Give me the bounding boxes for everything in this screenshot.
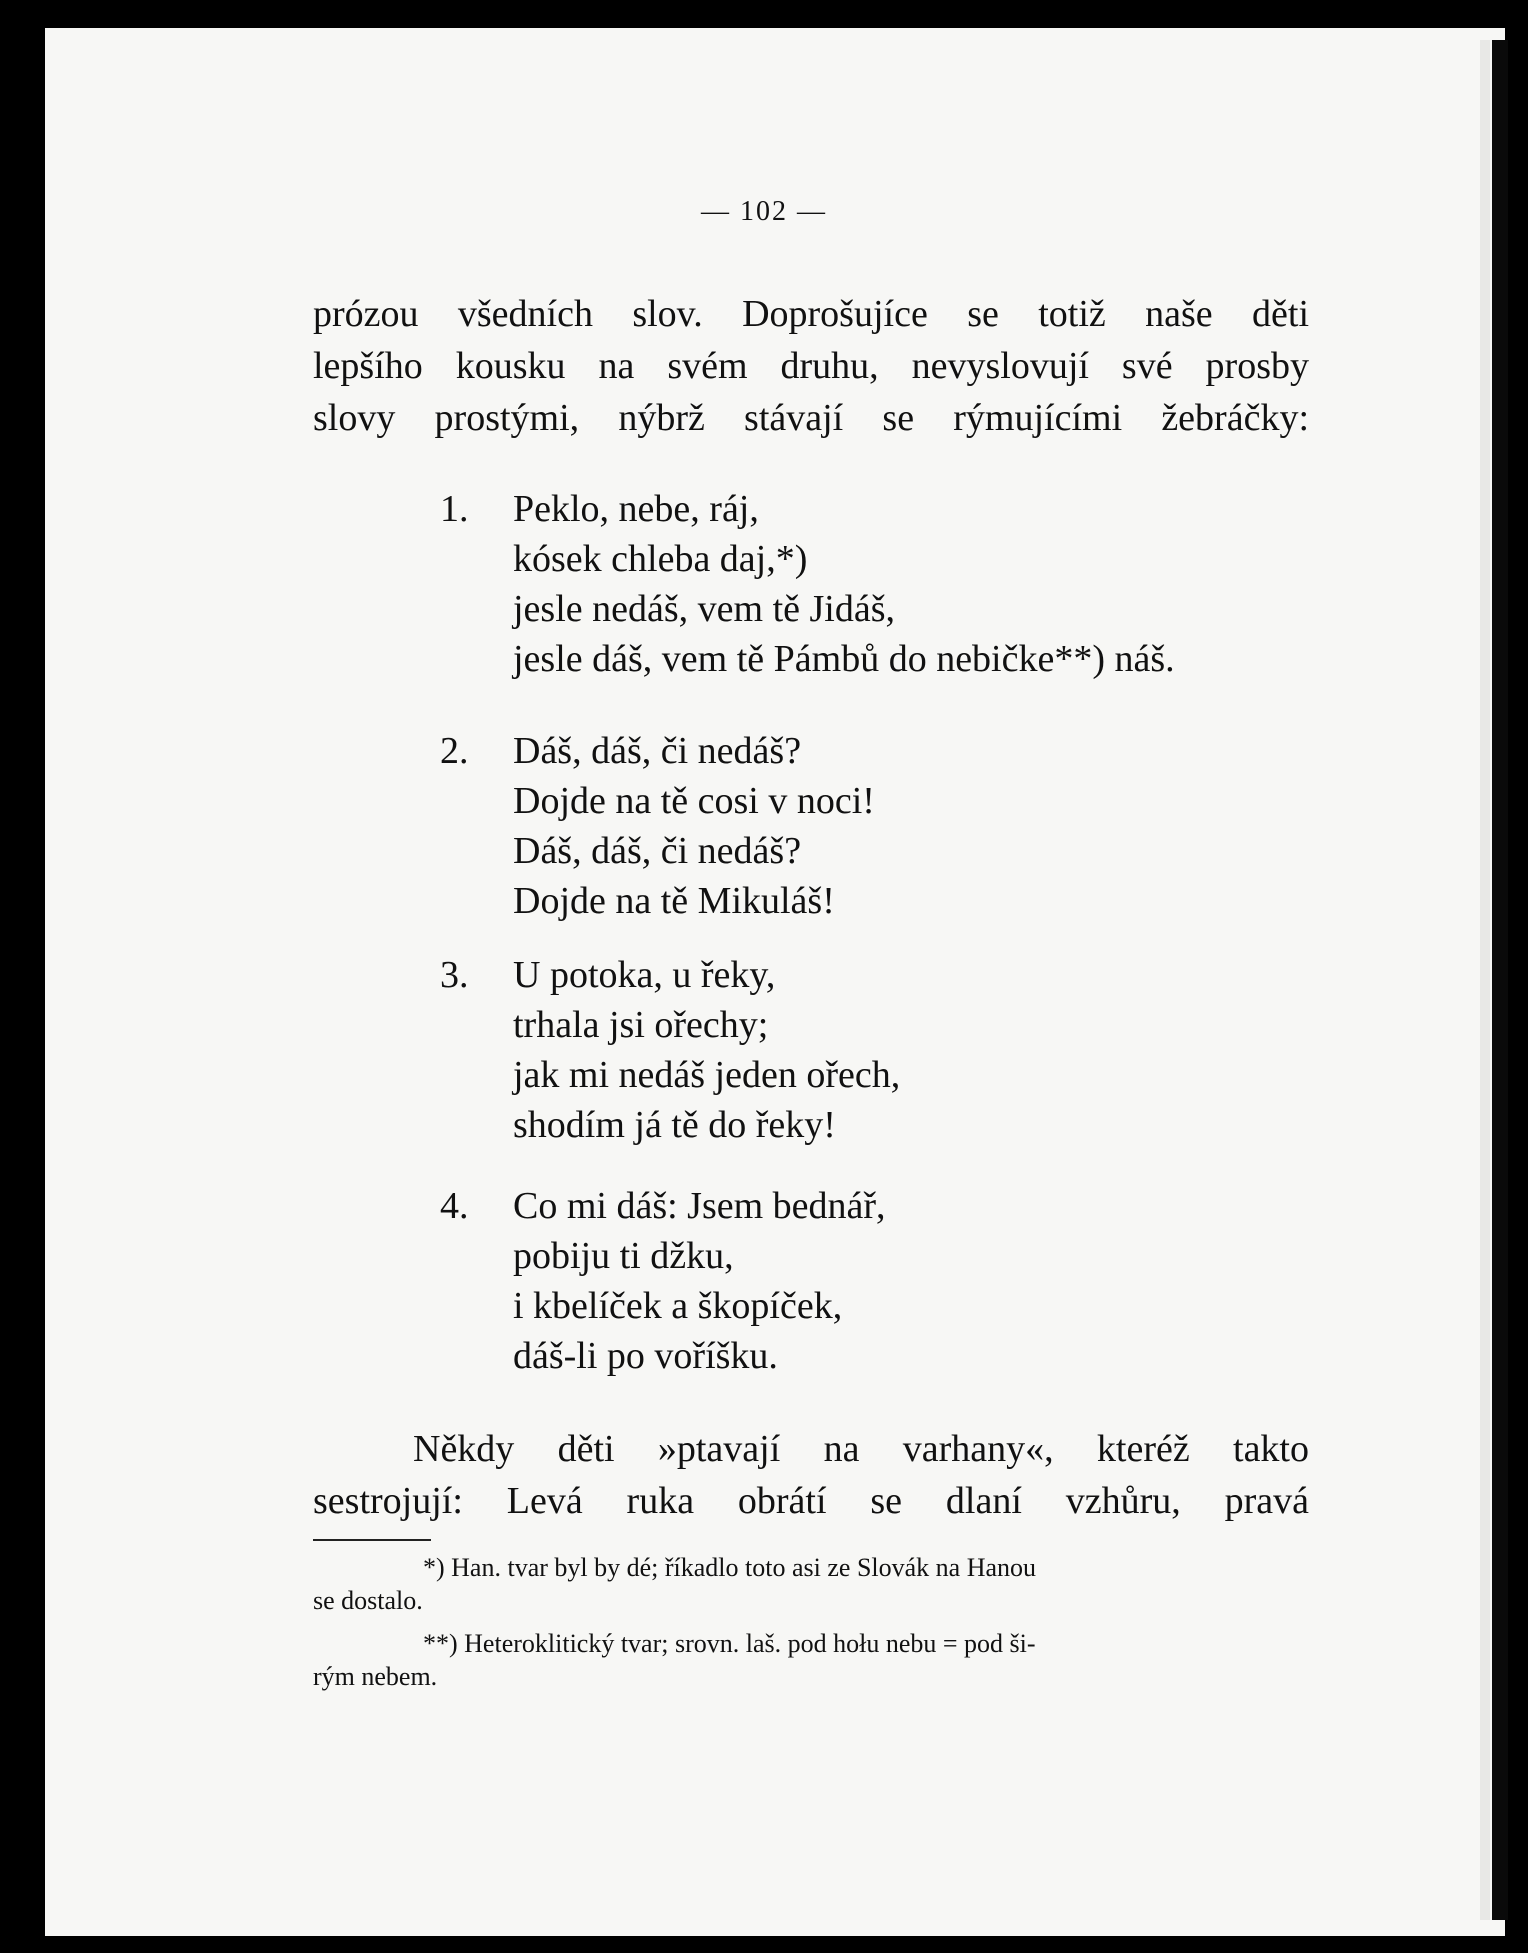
stanza-number: 4.	[440, 1185, 469, 1227]
verse-line: jesle dáš, vem tě Pámbů do nebičke**) náš.	[513, 638, 1175, 680]
verse-line: U potoka, u řeky,	[513, 954, 776, 996]
footnote-line: se dostalo.	[313, 1586, 423, 1615]
stanza-2	[440, 726, 875, 926]
stanza-number: 1.	[440, 488, 469, 530]
verse-line: jak mi nedáš jeden ořech,	[513, 1054, 901, 1096]
verse-line: trhala jsi ořechy;	[513, 1004, 769, 1046]
verse-line: Dojde na tě Mikuláš!	[513, 880, 835, 922]
page-edge	[1480, 40, 1490, 1920]
footnote-line: rým nebem.	[313, 1662, 438, 1691]
stanza-number: 3.	[440, 954, 469, 996]
verse-line: Co mi dáš: Jsem bednář,	[513, 1185, 886, 1227]
stanza-1	[440, 484, 1175, 684]
verse-line: pobiju ti džku,	[513, 1235, 734, 1277]
stanza-3	[440, 950, 900, 1150]
footnote-line: **) Heteroklitický tvar; srovn. laš. pod hołu nebu = pod ši-	[423, 1629, 1036, 1658]
verse-line: Dáš, dáš, či nedáš?	[513, 830, 802, 872]
verse-line: shodím já tě do řeky!	[513, 1104, 836, 1146]
paragraph-line: prózou všedních slov. Doprošujíce se totiž naše děti	[313, 293, 1309, 335]
intro-paragraph	[313, 288, 1309, 444]
page-number: — 102 —	[701, 196, 827, 227]
paragraph-line: slovy prostými, nýbrž stávají se rýmujícími žebráčky:	[313, 397, 1309, 439]
verse-line: Peklo, nebe, ráj,	[513, 488, 759, 530]
closing-paragraph	[313, 1423, 1309, 1527]
book-spine	[1492, 40, 1508, 1920]
footnote-1	[313, 1551, 1309, 1617]
verse-line: i kbelíček a škopíček,	[513, 1285, 843, 1327]
paragraph-line: Někdy děti »ptavají na varhany«, kteréž takto	[413, 1428, 1309, 1470]
footnotes	[313, 1551, 1309, 1693]
footnote-2	[313, 1627, 1309, 1693]
verse-line: jesle nedáš, vem tě Jidáš,	[513, 588, 896, 630]
stanza-number: 2.	[440, 730, 469, 772]
footnote-line: *) Han. tvar byl by dé; říkadlo toto asi ze Slovák na Hanou	[423, 1553, 1037, 1582]
paragraph-line: lepšího kousku na svém druhu, nevyslovují své prosby	[313, 345, 1309, 387]
paragraph-line: sestrojují: Levá ruka obrátí se dlaní vzhůru, pravá	[313, 1480, 1309, 1522]
stanza-4	[440, 1181, 886, 1381]
verse-line: Dáš, dáš, či nedáš?	[513, 730, 802, 772]
verse-line: Dojde na tě cosi v noci!	[513, 780, 875, 822]
footnote-rule	[313, 1539, 431, 1541]
verse-line: dáš-li po voříšku.	[513, 1335, 778, 1377]
verse-line: kósek chleba daj,*)	[513, 538, 808, 580]
